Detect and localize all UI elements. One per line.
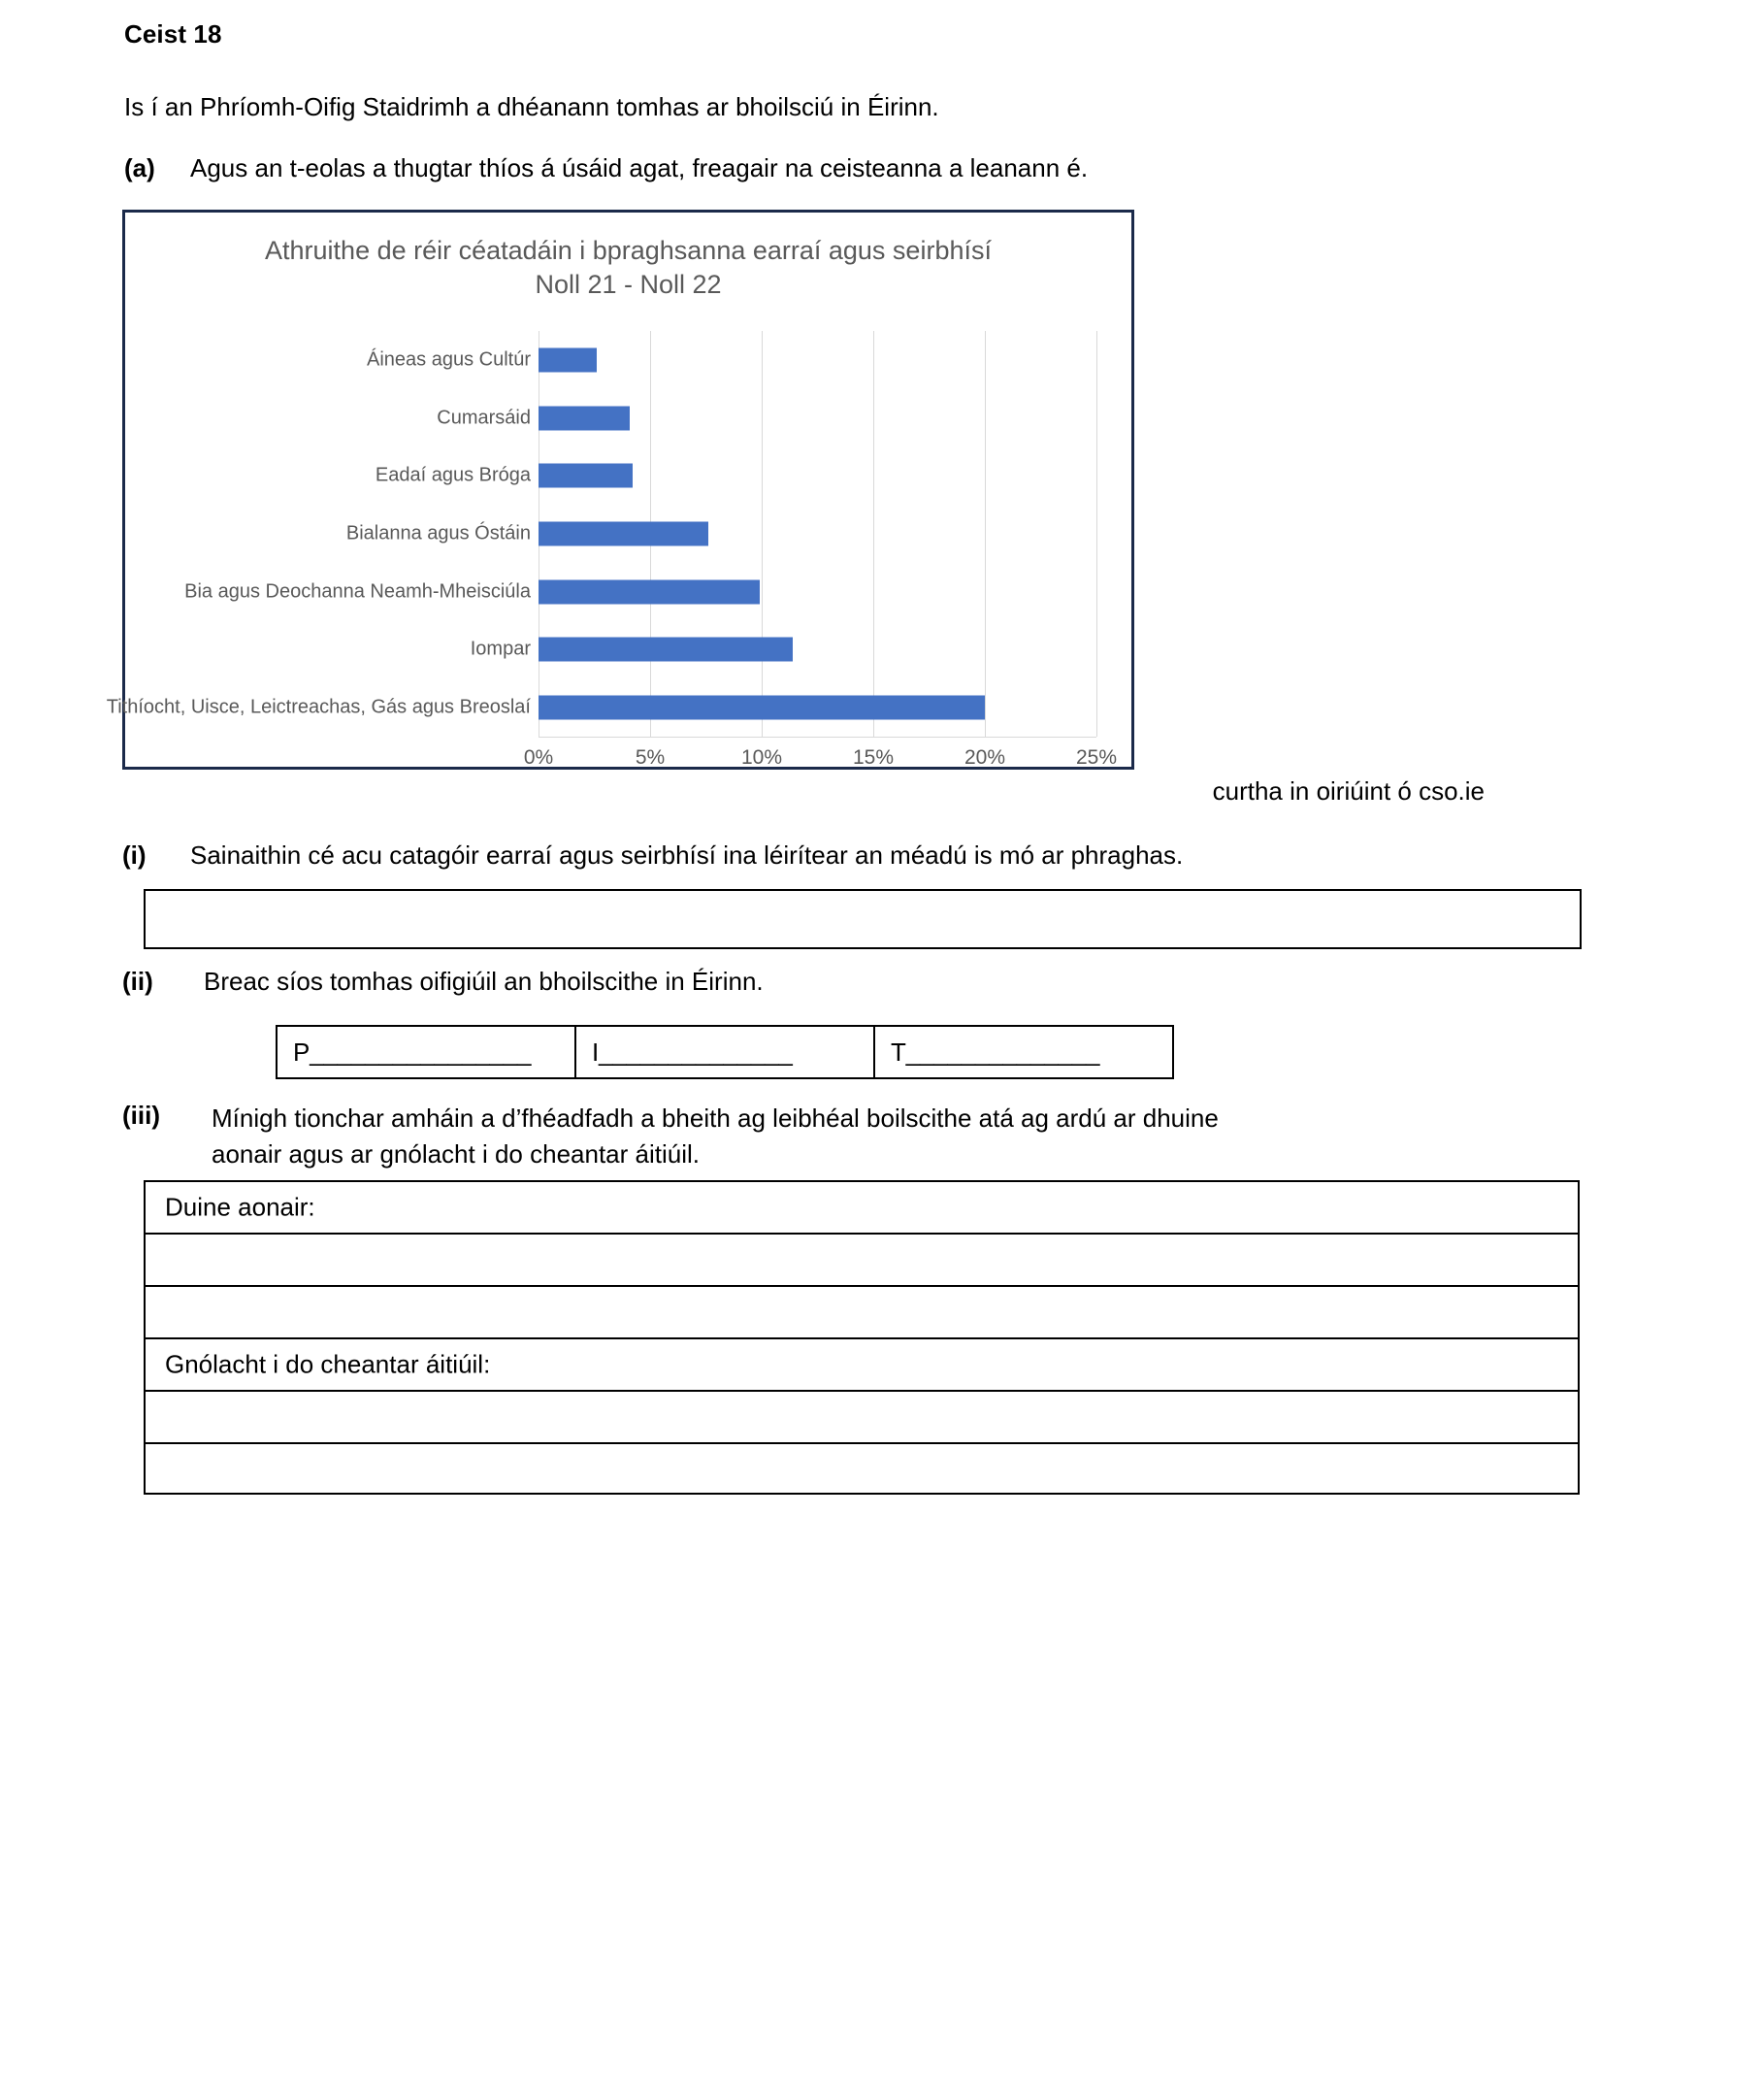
part-i-label: (i) — [122, 840, 147, 870]
chart-bar — [539, 696, 985, 720]
chart-x-tick-label: 15% — [852, 746, 895, 769]
part-iii-row-label-0: Duine aonair: — [165, 1192, 315, 1222]
inflation-bar-chart — [106, 210, 1134, 770]
chart-gridline — [985, 331, 986, 737]
page-title: Ceist 18 — [124, 19, 222, 49]
intro-text: Is í an Phríomh-Oifig Staidrimh a dhéanann tomhas ar bhoilsciú in Éirinn. — [124, 92, 939, 121]
chart-x-tick-label: 5% — [635, 746, 666, 769]
chart-x-tick-label: 10% — [740, 746, 783, 769]
chart-category-label: Tithíocht, Uisce, Leictreachas, Gás agus Breoslaí — [106, 696, 531, 718]
part-ii-cell-i-text: I______________ — [592, 1038, 793, 1067]
part-ii-label: (ii) — [122, 967, 153, 996]
chart-category-label: Iompar — [470, 638, 531, 660]
chart-x-tick-label: 20% — [964, 746, 1006, 769]
chart-category-label: Bialanna agus Óstáin — [345, 522, 531, 544]
chart-gridline — [1096, 331, 1097, 737]
part-ii-answer-table — [276, 1025, 1174, 1079]
part-iii — [122, 1101, 1675, 1172]
table-row[interactable] — [146, 1182, 1578, 1235]
part-iii-answer-table — [144, 1180, 1580, 1495]
chart-category-label: Áineas agus Cultúr — [367, 348, 531, 371]
chart-category-label: Eadaí agus Bróga — [375, 464, 531, 486]
chart-source-credit: curtha in oiriúint ó cso.ie — [1212, 776, 1485, 806]
chart-bar — [539, 638, 793, 662]
part-i-answer-box[interactable] — [144, 889, 1582, 949]
chart-bar — [539, 579, 760, 604]
part-i-text: Sainaithin cé acu catagóir earraí agus seirbhísí ina léirítear an méadú is mó ar phraghas. — [190, 840, 1184, 870]
part-iii-row-label-3: Gnólacht i do cheantar áitiúil: — [165, 1349, 491, 1379]
chart-title — [125, 234, 1131, 301]
part-iii-line-2: aonair agus ar gnólacht i do cheantar áitiúil. — [212, 1138, 700, 1169]
chart-title-line-2: Noll 21 - Noll 22 — [535, 269, 722, 299]
part-iii-text — [212, 1101, 1219, 1172]
chart-bar — [539, 347, 597, 372]
chart-bar — [539, 464, 633, 488]
chart-plot-area — [106, 331, 1118, 769]
chart-bars-area — [539, 331, 1096, 737]
chart-category-label: Bia agus Deochanna Neamh-Mheisciúla — [184, 580, 531, 603]
chart-category-labels — [106, 331, 539, 737]
part-ii-cell-p[interactable] — [278, 1027, 576, 1077]
chart-title-line-1: Athruithe de réir céatadáin i bpraghsanna earraí agus seirbhísí — [265, 236, 992, 265]
table-row[interactable] — [146, 1339, 1578, 1392]
part-iii-line-1: Mínigh tionchar amháin a d’fhéadfadh a bheith ag leibhéal boilscithe atá ag ardú ar dhuine — [212, 1104, 1219, 1133]
chart-plot-inner — [106, 331, 1118, 737]
chart-x-axis — [539, 737, 1096, 738]
chart-x-tick-label: 25% — [1075, 746, 1118, 769]
part-a-text: Agus an t-eolas a thugtar thíos á úsáid agat, freagair na ceisteanna a leanann é. — [190, 153, 1089, 182]
chart-gridline — [873, 331, 874, 737]
table-row[interactable] — [146, 1287, 1578, 1339]
part-a — [124, 153, 1638, 183]
part-i — [122, 840, 1675, 871]
part-ii — [122, 967, 1675, 997]
chart-x-tick-label: 0% — [523, 746, 554, 769]
chart-category-label: Cumarsáid — [437, 407, 531, 429]
chart-gridline — [762, 331, 763, 737]
part-ii-cell-t[interactable] — [875, 1027, 1172, 1077]
chart-bar — [539, 522, 708, 546]
chart-bar — [539, 406, 630, 430]
part-a-label: (a) — [124, 153, 155, 182]
part-ii-cell-p-text: P________________ — [293, 1038, 532, 1067]
table-row[interactable] — [146, 1235, 1578, 1287]
part-ii-text: Breac síos tomhas oifigiúil an bhoilscithe in Éirinn. — [204, 967, 764, 996]
part-ii-cell-i[interactable] — [576, 1027, 875, 1077]
table-row[interactable] — [146, 1392, 1578, 1444]
table-row[interactable] — [146, 1444, 1578, 1497]
part-ii-cell-t-text: T______________ — [891, 1038, 1100, 1067]
part-iii-label: (iii) — [122, 1101, 160, 1130]
